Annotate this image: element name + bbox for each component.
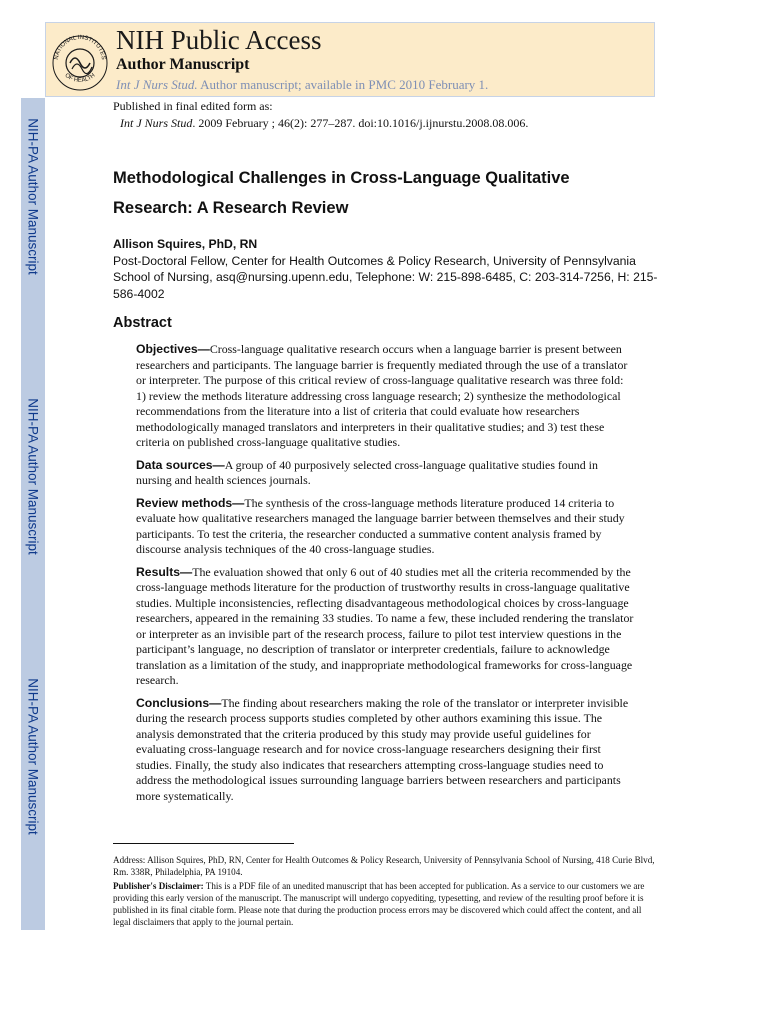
disclaimer-text: This is a PDF file of an unedited manuscript that has been accepted for publication. As a service to our customers we are providing this early version of the manuscript. The manuscript will undergo copyediting, typesetting, and review of the resulting proof before it is published in its final citable form. Please note that during the production process errors may be discovered which could affect the content, and all legal disclaimers that apply to the journal pertain. (113, 881, 645, 927)
abstract-body (136, 342, 636, 811)
abstract-section-review-methods (136, 496, 636, 558)
section-text: Cross-language qualitative research occurs when a language barrier is present between researchers and participants. The language barrier is frequently mediated through the use of a translator or interpreter. The purpose of this critical review of cross-language qualitative research was three fold: 1) review the methods literature addressing cross language research; 2) synthesize the methodological recommendations from the literature into a list of criteria that could evaluate how researchers methodologically managed translators and interpreters in their qualitative studies; and 3) test these criteria on published cross-language qualitative studies. (136, 342, 628, 449)
section-text: The finding about researchers making the role of the translator or interpreter invisible during the research process supports studies completed by other authors examining this issue. The analysis demonstrated that the criteria produced by this study may provide useful guidelines for evaluating cross-language research and for novice cross-language researchers designing their first studies. Finally, the study also indicates that researchers attempting cross-language studies need to address the methodological issues surrounding language barriers between researchers and participants more systematically. (136, 695, 629, 803)
sidebar-label-text: NIH-PA Author Manuscript (25, 398, 41, 555)
section-label: Results— (136, 564, 193, 579)
citation-journal: Int J Nurs Stud (120, 116, 193, 130)
section-text: The synthesis of the cross-language methods literature produced 14 criteria to evaluate how qualitative researchers managed the language barrier between themselves and their study participants. To test the criteria, the researcher conducted a summative content analysis framed by discourse analysis techniques of the 40 cross-language studies. (136, 495, 625, 556)
sidebar-label-text: NIH-PA Author Manuscript (25, 118, 41, 275)
svg-text:NATIONAL INSTITUTES (54, 35, 106, 60)
article-title (113, 163, 713, 223)
abstract-section-results (136, 565, 636, 689)
header-title: NIH Public Access (116, 25, 322, 55)
section-label: Review methods— (136, 495, 245, 510)
abstract-section-data-sources (136, 458, 636, 489)
author-name: Allison Squires, PhD, RN (113, 237, 258, 251)
logo-text-bottom: OF HEALTH (63, 72, 97, 84)
sidebar-label-text: NIH-PA Author Manuscript (25, 678, 41, 835)
section-text: A group of 40 purposively selected cross-language qualitative studies found in nursing and health sciences journals. (136, 457, 598, 487)
journal-abbrev: Int J Nurs Stud. (116, 77, 198, 92)
abstract-section-conclusions (136, 696, 636, 805)
svg-text:OF HEALTH (64, 73, 97, 84)
nih-logo (50, 25, 110, 100)
publication-info (113, 98, 528, 132)
footnote-address: Address: Allison Squires, PhD, RN, Center for Health Outcomes & Policy Research, University of Pennsylvania School of Nursing, 418 Curie Blvd, Rm. 338R, Philadelphia, PA 19104. (113, 855, 655, 877)
title-line: Methodological Challenges in Cross-Language Qualitative (113, 169, 570, 187)
nih-seal-icon (50, 25, 110, 95)
footnotes (113, 854, 658, 930)
abstract-heading: Abstract (113, 315, 172, 331)
section-label: Data sources— (136, 457, 225, 472)
section-label: Conclusions— (136, 695, 222, 710)
section-text: The evaluation showed that only 6 out of 40 studies met all the criteria recommended by the cross-language methods literature for the production of trustworthy results in cross-language qualitative studies. Multiple inconsistencies, reflecting disadvantageous methodological choices by cross-language researchers, appeared in the remaining 33 studies. To name a few, these included rendering the translator or interpreter as an invisible part of the research process, failure to pilot test interview questions in the participant’s language, no description of translator or interpreter credentials, failure to acknowledge translation as a limitation of the study, and inappropriate methodological frameworks for cross-language research. (136, 564, 634, 687)
header-availability (116, 77, 488, 93)
footnote-divider (113, 843, 294, 844)
title-line: Research: A Research Review (113, 199, 349, 217)
logo-text-top: NATIONAL INSTITUTES (53, 34, 107, 61)
nih-header (45, 22, 655, 97)
author-affiliation: Post-Doctoral Fellow, Center for Health Outcomes & Policy Research, University of Pennsylvania School of Nursing, asq@nursing.upenn.edu, Telephone: W: 215-898-6485, C: 203-314-7256, H: 215-586-4002 (113, 253, 658, 301)
citation-details: . 2009 February ; 46(2): 277–287. doi:10.1016/j.ijnurstu.2008.08.006. (192, 116, 529, 130)
author-block (113, 236, 673, 302)
section-label: Objectives— (136, 342, 210, 356)
disclaimer-label: Publisher's Disclaimer: (113, 881, 204, 891)
publication-intro: Published in final edited form as: (113, 99, 273, 113)
publication-citation (113, 115, 528, 132)
manuscript-sidebar (21, 98, 45, 930)
availability-text: Author manuscript; available in PMC 2010 February 1. (200, 77, 489, 92)
abstract-section-objectives (136, 342, 636, 451)
header-subtitle: Author Manuscript (116, 56, 250, 73)
footnote-disclaimer (113, 880, 658, 928)
